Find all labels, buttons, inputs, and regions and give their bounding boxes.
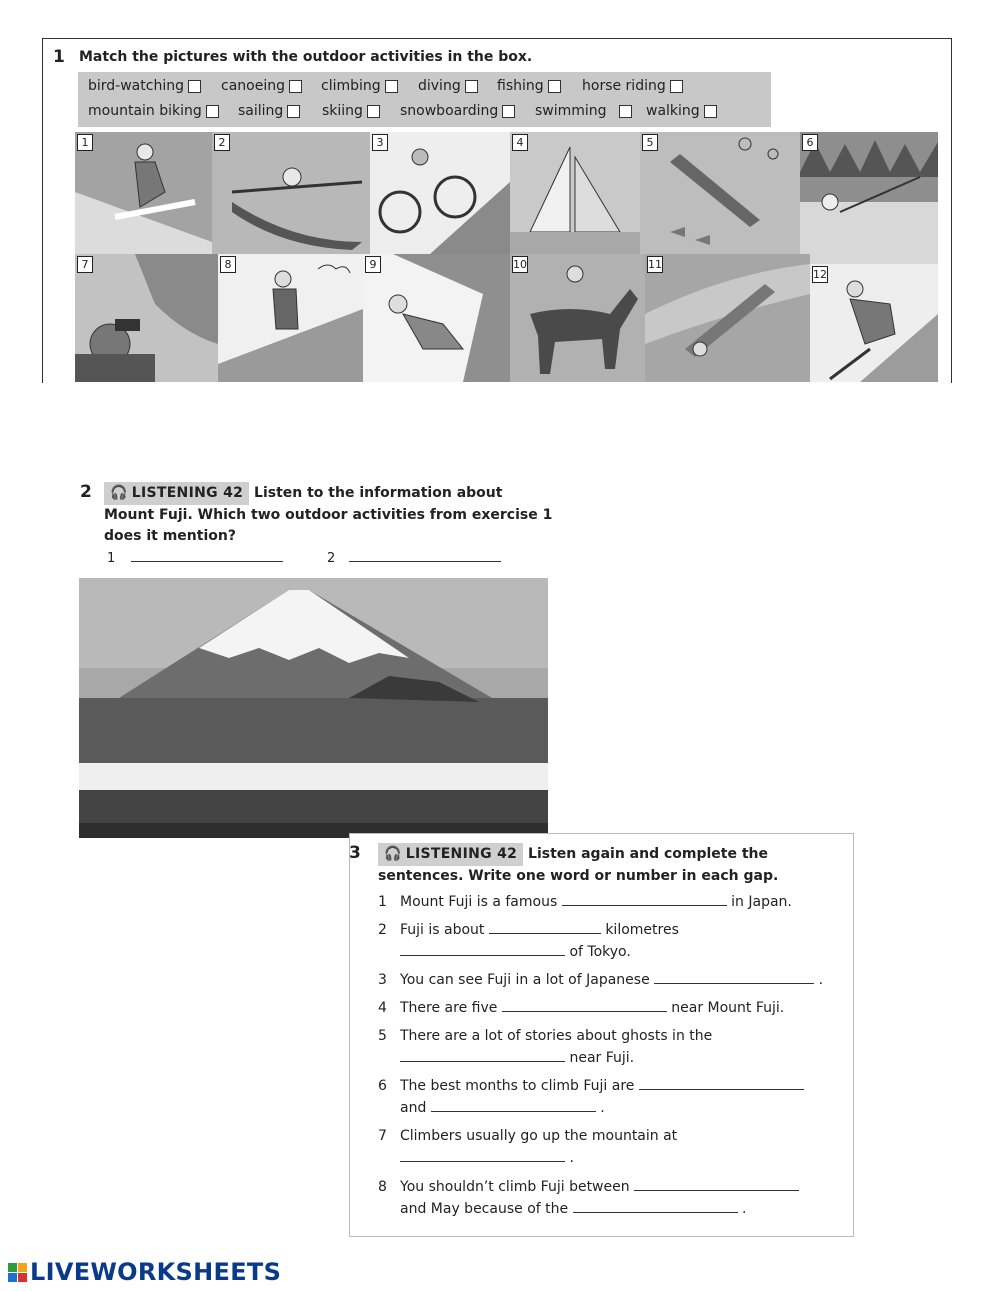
- activity-label: horse riding: [582, 78, 666, 94]
- exercise-2-answer-1: [107, 551, 283, 566]
- activity-checkbox[interactable]: [287, 105, 300, 118]
- activity-walking: [646, 103, 717, 119]
- sentence-number: 1: [378, 894, 387, 910]
- picture-snowboarding: [75, 132, 212, 254]
- gap-input[interactable]: [400, 1049, 565, 1062]
- activity-skiing: [322, 103, 380, 119]
- activity-climbing: [321, 78, 398, 94]
- mount-fuji-photo-art: [79, 578, 548, 838]
- sentence-4: [378, 997, 784, 1019]
- swimmer-illustration: [645, 254, 810, 382]
- sentence-text: and: [400, 1100, 427, 1116]
- gap-input[interactable]: [489, 921, 601, 934]
- activity-sailing: [238, 103, 300, 119]
- activity-label: sailing: [238, 103, 284, 119]
- picture-diving: [640, 132, 800, 254]
- activity-horse-riding: [582, 78, 683, 94]
- activity-label: walking: [646, 103, 700, 119]
- activity-checkbox[interactable]: [188, 80, 201, 93]
- listening-tag-label: LISTENING 42: [131, 485, 244, 501]
- activity-checkbox[interactable]: [502, 105, 515, 118]
- cyclist-illustration: [370, 132, 510, 254]
- activity-bird-watching: [88, 78, 201, 94]
- picture-skiing: [810, 264, 938, 382]
- sentence-text: Fuji is about: [400, 922, 485, 938]
- headphones-icon: 🎧: [110, 485, 128, 501]
- activity-canoeing: [221, 78, 302, 94]
- sentence-text: Climbers usually go up the mountain at: [400, 1128, 678, 1144]
- activity-label: snowboarding: [400, 103, 499, 119]
- picture-bird-watching: [75, 254, 218, 382]
- exercise-3-number: 3: [349, 843, 361, 863]
- sentence-2: [378, 919, 679, 963]
- activity-checkbox[interactable]: [548, 80, 561, 93]
- activity-checkbox[interactable]: [385, 80, 398, 93]
- picture-number: 4: [512, 134, 528, 151]
- listening-tag: [104, 482, 249, 505]
- exercise-1-instruction: Match the pictures with the outdoor activities in the box.: [79, 49, 533, 65]
- sentence-text: .: [818, 972, 824, 988]
- sentence-text: near Fuji.: [569, 1050, 635, 1066]
- gap-input[interactable]: [654, 971, 814, 984]
- activity-checkbox[interactable]: [367, 105, 380, 118]
- picture-number: 10: [513, 258, 527, 271]
- activity-label: canoeing: [221, 78, 285, 94]
- listening-tag-label: LISTENING 42: [405, 846, 518, 862]
- activity-label: mountain biking: [88, 103, 202, 119]
- picture-fishing: [800, 132, 938, 264]
- sentence-text: Mount Fuji is a famous: [400, 894, 558, 910]
- activity-fishing: [497, 78, 561, 94]
- picture-number: 5: [642, 134, 658, 151]
- sentence-text: You shouldn’t climb Fuji between: [400, 1179, 630, 1195]
- brand-name: LIVEWORKSHEETS: [30, 1258, 282, 1286]
- activity-swimming: [535, 103, 632, 119]
- answer-number: 2: [327, 551, 336, 566]
- diver-illustration: [640, 132, 800, 254]
- picture-swimming: [645, 254, 810, 382]
- skier-illustration: [810, 264, 938, 382]
- gap-input[interactable]: [562, 893, 727, 906]
- exercise-2-number: 2: [80, 482, 92, 502]
- activity-checkbox[interactable]: [670, 80, 683, 93]
- snowboarder-illustration: [75, 132, 212, 254]
- sentence-number: 2: [378, 922, 387, 938]
- picture-walking: [218, 254, 363, 382]
- sentence-text: The best months to climb Fuji are: [400, 1078, 635, 1094]
- headphones-icon: 🎧: [384, 846, 402, 862]
- climber-illustration: [363, 254, 510, 382]
- sentence-7: [378, 1125, 677, 1169]
- gap-input[interactable]: [431, 1099, 596, 1112]
- answer-input-1[interactable]: [131, 551, 283, 562]
- gap-input[interactable]: [502, 999, 667, 1012]
- activity-checkbox[interactable]: [619, 105, 632, 118]
- picture-number: 8: [220, 256, 236, 273]
- sentence-text: .: [569, 1150, 574, 1166]
- sentence-text: There are a lot of stories about ghosts in the: [400, 1028, 713, 1044]
- activity-checkbox[interactable]: [206, 105, 219, 118]
- picture-sailing: [510, 132, 640, 254]
- horse-rider-illustration: [510, 254, 645, 382]
- sentence-number: 7: [378, 1128, 387, 1144]
- sentence-8: [378, 1176, 799, 1220]
- sentence-text: of Tokyo.: [569, 944, 631, 960]
- sailboat-illustration: [510, 132, 640, 254]
- picture-number: 9: [365, 256, 381, 273]
- picture-number: 6: [802, 134, 818, 151]
- picture-number: 7: [77, 256, 93, 273]
- sentence-number: 3: [378, 972, 387, 988]
- picture-number: 11: [648, 258, 662, 271]
- picture-number: 12: [813, 268, 827, 281]
- exercise-2-instruction: [104, 482, 554, 547]
- activity-word-box: [78, 72, 771, 127]
- sentence-3: [378, 969, 823, 991]
- exercise-3-instruction: [378, 843, 848, 887]
- activity-label: climbing: [321, 78, 381, 94]
- listening-tag: [378, 843, 523, 866]
- sentence-1: [378, 891, 792, 913]
- answer-number: 1: [107, 551, 116, 566]
- gap-input[interactable]: [634, 1178, 799, 1191]
- activity-checkbox[interactable]: [465, 80, 478, 93]
- exercise-1-number: 1: [53, 47, 65, 67]
- picture-canoeing: [212, 132, 370, 254]
- bird-watcher-illustration: [75, 254, 218, 382]
- activity-label: bird-watching: [88, 78, 184, 94]
- sentence-5: [378, 1025, 712, 1069]
- activity-label: fishing: [497, 78, 544, 94]
- picture-mountain-biking: [370, 132, 510, 254]
- canoeist-illustration: [212, 132, 370, 254]
- gap-input[interactable]: [573, 1200, 738, 1213]
- activity-checkbox[interactable]: [704, 105, 717, 118]
- activity-diving: [418, 78, 478, 94]
- logo-mark-icon: [8, 1263, 27, 1282]
- picture-number: 2: [214, 134, 230, 151]
- sentence-number: 8: [378, 1179, 387, 1195]
- exercise-2-answer-2: [327, 551, 501, 566]
- sentence-6: [378, 1075, 804, 1119]
- gap-input[interactable]: [400, 1149, 565, 1162]
- activity-mountain-biking: [88, 103, 219, 119]
- sentence-text: in Japan.: [731, 894, 792, 910]
- picture-climbing: [363, 254, 510, 382]
- activity-label: diving: [418, 78, 461, 94]
- sentence-text: You can see Fuji in a lot of Japanese: [400, 972, 650, 988]
- exercise-3-text: Listen again and complete the sentences. Write one word or number in each gap.: [378, 846, 779, 884]
- picture-horse-riding: [510, 254, 645, 382]
- activity-label: skiing: [322, 103, 363, 119]
- activity-snowboarding: [400, 103, 515, 119]
- sentence-text: near Mount Fuji.: [671, 1000, 785, 1016]
- mount-fuji-photo: [79, 578, 548, 838]
- sentence-text: .: [742, 1201, 747, 1217]
- sentence-number: 6: [378, 1078, 387, 1094]
- liveworksheets-logo[interactable]: [8, 1258, 281, 1286]
- picture-number: 1: [77, 134, 93, 151]
- fisherman-illustration: [800, 132, 938, 264]
- sentence-text: There are five: [400, 1000, 498, 1016]
- picture-number: 3: [372, 134, 388, 151]
- activity-checkbox[interactable]: [289, 80, 302, 93]
- answer-input-2[interactable]: [349, 551, 501, 562]
- gap-input[interactable]: [400, 943, 565, 956]
- gap-input[interactable]: [639, 1077, 804, 1090]
- sentence-text: .: [600, 1100, 605, 1116]
- sentence-text: kilometres: [605, 922, 679, 938]
- sentence-text: and May because of the: [400, 1201, 569, 1217]
- hiker-illustration: [218, 254, 363, 382]
- sentence-number: 4: [378, 1000, 387, 1016]
- exercise-2-text: Listen to the information about Mount Fuji. Which two outdoor activities from exercise 1 does it mention?: [104, 485, 553, 544]
- activity-label: swimming: [535, 103, 607, 119]
- sentence-number: 5: [378, 1028, 387, 1044]
